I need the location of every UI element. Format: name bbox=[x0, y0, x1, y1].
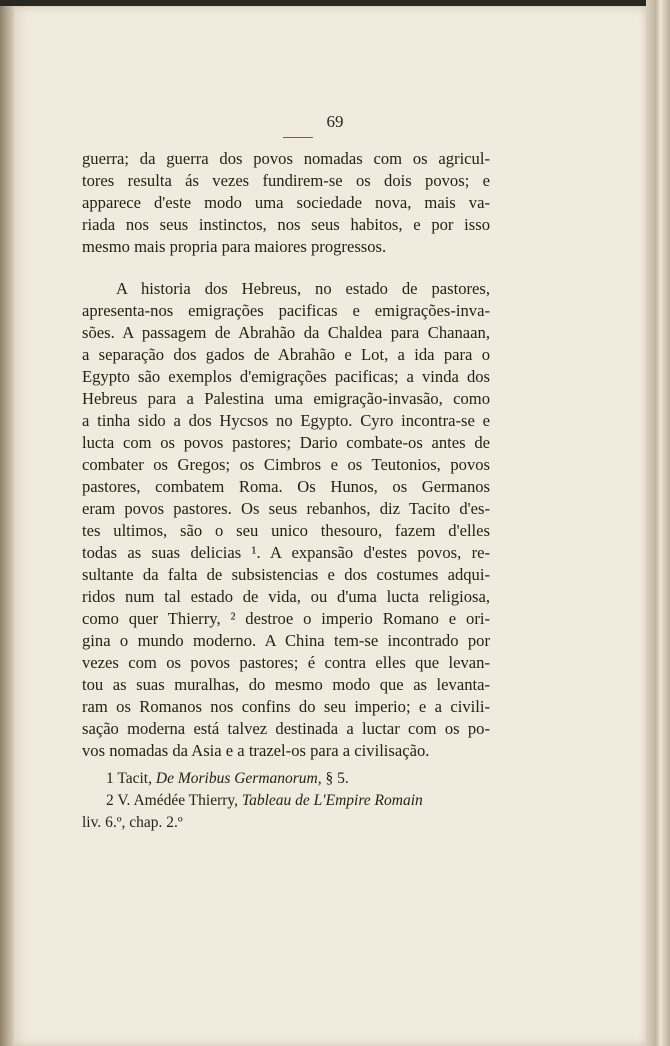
text-line: a separação dos gados de Abrahão e Lot, a ida para o bbox=[82, 345, 490, 364]
page-edge-stack bbox=[646, 0, 670, 1046]
footnotes bbox=[82, 768, 490, 834]
footnote-title: Tableau de L'Empire Romain bbox=[241, 792, 423, 809]
text-line: apparece d'este modo uma sociedade nova, mais va- bbox=[82, 193, 490, 212]
text-line: tou as suas muralhas, do mesmo modo que as levanta- bbox=[82, 675, 490, 694]
text-line: sultante da falta de subsistencias e dos costumes adqui- bbox=[82, 565, 490, 584]
text-line: riada nos seus instinctos, nos seus habitos, e por isso bbox=[82, 215, 490, 234]
text-line: combater os Gregos; os Cimbros e os Teutonios, povos bbox=[82, 455, 490, 474]
text-line: como quer Thierry, ² destroe o imperio Romano e ori- bbox=[82, 609, 490, 628]
footnote-2-continuation: liv. 6.º, chap. 2.º bbox=[82, 814, 183, 831]
text-line: gina o mundo moderno. A China tem-se incontrado por bbox=[82, 631, 490, 650]
page-number: 69 bbox=[326, 112, 344, 131]
text-line: lucta com os povos pastores; Dario combate-os antes de bbox=[82, 433, 490, 452]
footnote-text: Tacit, bbox=[117, 770, 156, 787]
text-line: vos nomadas da Asia e a trazel-os para a civilisação. bbox=[82, 741, 430, 760]
text-line: vezes com os povos pastores; é contra elles que levan- bbox=[82, 653, 490, 672]
footnote-title: De Moribus Germanorum, bbox=[155, 770, 322, 787]
text-line: ram os Romanos nos confins do seu imperio; e a civili- bbox=[82, 697, 490, 716]
text-line: Hebreus para a Palestina uma emigração-invasão, como bbox=[82, 389, 490, 408]
text-line: tes ultimos, são o seu unico thesouro, fazem d'elles bbox=[82, 521, 490, 540]
text-line: Egypto são exemplos d'emigrações pacificas; a vinda dos bbox=[82, 367, 490, 386]
text-line: eram povos pastores. Os seus rebanhos, diz Tacito d'es- bbox=[82, 499, 490, 518]
text-line: ridos num tal estado de vida, ou d'uma lucta religiosa, bbox=[82, 587, 490, 606]
text-line: todas as suas delicias ¹. A expansão d'estes povos, re- bbox=[82, 543, 490, 562]
binding-shadow bbox=[0, 6, 14, 1046]
body-text bbox=[82, 148, 490, 762]
footnote-marker: 2 bbox=[106, 792, 114, 809]
paragraph-2 bbox=[82, 278, 490, 762]
text-line: sação moderna está talvez destinada a luctar com os po- bbox=[82, 719, 490, 738]
text-line: sões. A passagem de Abrahão da Chaldea para Chanaan, bbox=[82, 323, 490, 342]
text-line: guerra; da guerra dos povos nomadas com os agricul- bbox=[82, 149, 490, 168]
text-line: A historia dos Hebreus, no estado de pastores, bbox=[116, 279, 490, 298]
page-number-rule bbox=[283, 137, 313, 138]
footnote-2 bbox=[82, 790, 490, 812]
text-line: pastores, combatem Roma. Os Hunos, os Germanos bbox=[82, 477, 490, 496]
footnote-text: V. Amédée Thierry, bbox=[117, 792, 242, 809]
paragraph-1 bbox=[82, 148, 490, 258]
text-line: a tinha sido a dos Hycsos no Egypto. Cyro incontra-se e bbox=[82, 411, 490, 430]
text-line: apresenta-nos emigrações pacificas e emigrações-inva- bbox=[82, 301, 490, 320]
footnote-text: § 5. bbox=[321, 770, 349, 787]
text-line: mesmo mais propria para maiores progressos. bbox=[82, 237, 387, 256]
footnote-marker: 1 bbox=[106, 770, 114, 787]
footnote-1 bbox=[82, 768, 490, 790]
text-line: tores resulta ás vezes fundirem-se os dois povos; e bbox=[82, 171, 490, 190]
